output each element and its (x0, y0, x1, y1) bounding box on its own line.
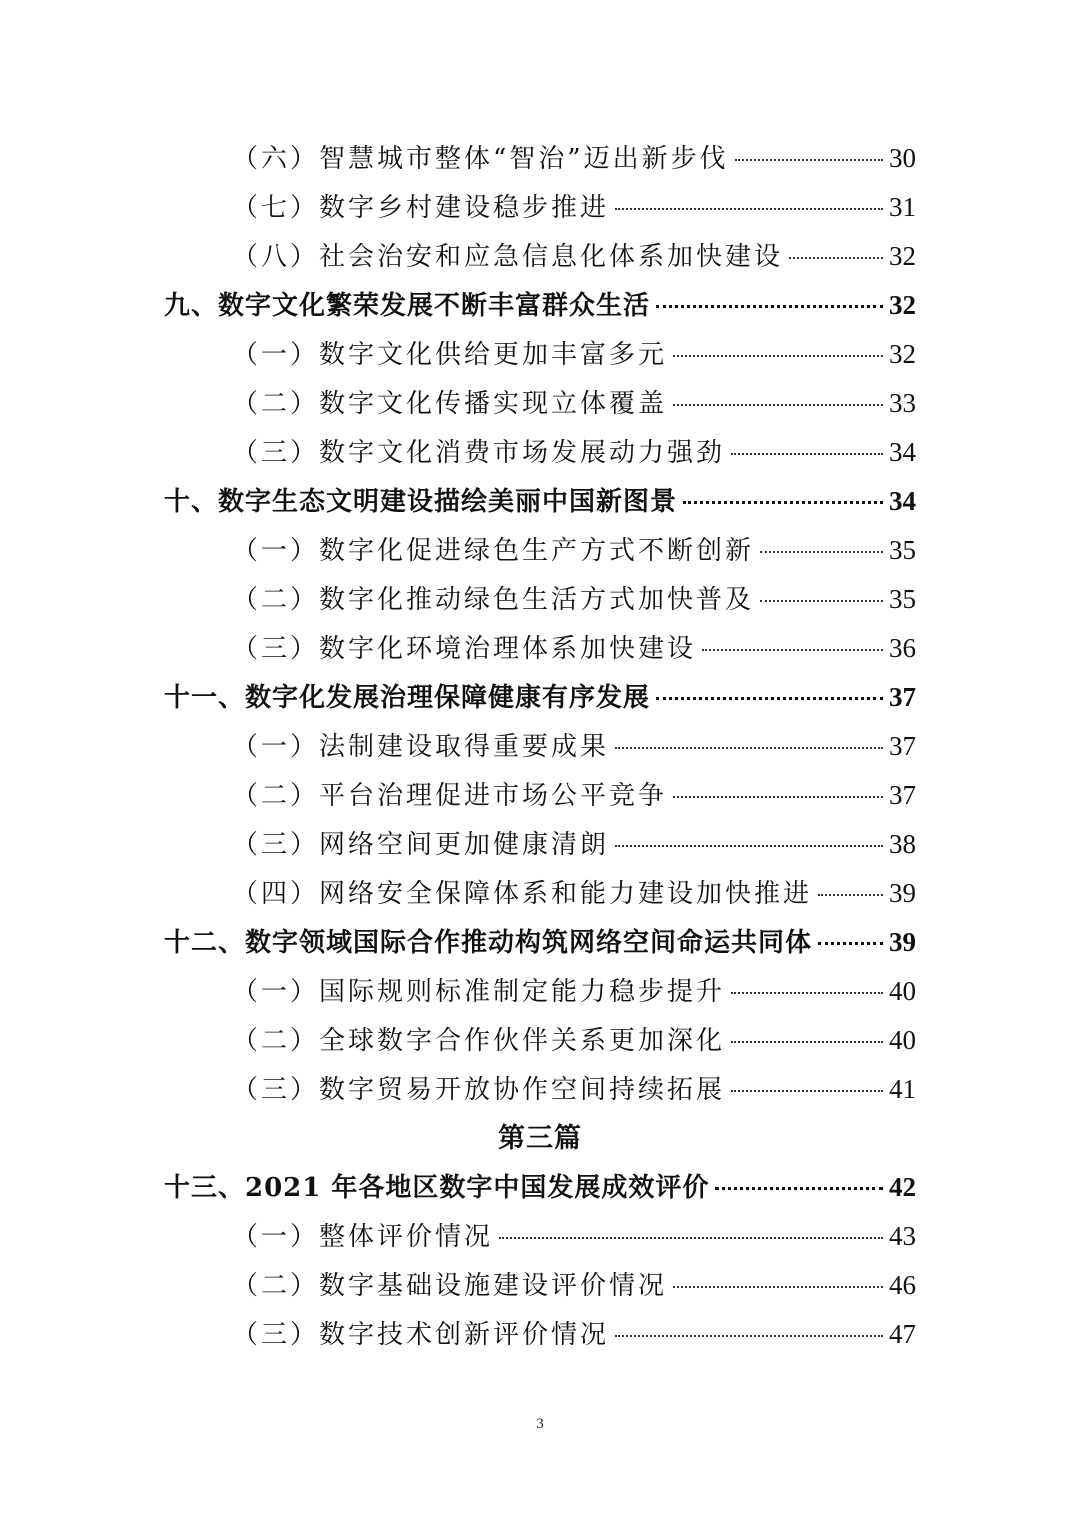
toc-entry-page: 32 (889, 290, 916, 320)
toc-entry-title: （三）网络空间更加健康清朗 (232, 830, 610, 860)
toc-entry-title: （三）数字技术创新评价情况 (232, 1320, 610, 1350)
dot-leader (673, 1286, 883, 1288)
toc-entry-title: （二）数字基础设施建设评价情况 (232, 1271, 668, 1301)
toc-section-entry[interactable] (164, 1065, 916, 1114)
dot-leader (818, 942, 883, 945)
toc-section-entry[interactable] (164, 1212, 916, 1261)
toc-section-entry[interactable] (164, 869, 916, 918)
toc-section-entry[interactable] (164, 428, 916, 477)
toc-chapter-entry[interactable] (164, 281, 916, 330)
dot-leader (615, 845, 883, 847)
toc-chapter-entry[interactable] (164, 1163, 916, 1212)
table-of-contents (164, 134, 916, 1359)
toc-entry-title: （一）国际规则标准制定能力稳步提升 (232, 977, 726, 1007)
toc-section-entry[interactable] (164, 1016, 916, 1065)
toc-entry-page: 32 (889, 339, 916, 369)
toc-section-entry[interactable] (164, 967, 916, 1016)
toc-entry-page: 37 (889, 731, 916, 761)
toc-entry-page: 35 (889, 535, 916, 565)
toc-entry-page: 42 (889, 1172, 916, 1202)
toc-section-entry[interactable] (164, 1261, 916, 1310)
toc-entry-title: （八）社会治安和应急信息化体系加快建设 (232, 242, 784, 272)
toc-entry-page: 35 (889, 584, 916, 614)
toc-section-entry[interactable] (164, 1310, 916, 1359)
toc-entry-title: （四）网络安全保障体系和能力建设加快推进 (232, 879, 813, 909)
dot-leader (656, 697, 883, 700)
toc-entry-page: 37 (889, 682, 916, 712)
toc-section-entry[interactable] (164, 379, 916, 428)
toc-entry-title: （二）数字化推动绿色生活方式加快普及 (232, 585, 755, 615)
toc-entry-title: 十一、数字化发展治理保障健康有序发展 (164, 683, 651, 713)
dot-leader (499, 1237, 883, 1239)
toc-entry-title: （一）法制建设取得重要成果 (232, 732, 610, 762)
dot-leader (673, 796, 883, 798)
toc-section-entry[interactable] (164, 183, 916, 232)
toc-entry-title: 十二、数字领域国际合作推动构筑网络空间命运共同体 (164, 928, 813, 958)
toc-entry-page: 38 (889, 829, 916, 859)
dot-leader (731, 453, 883, 455)
toc-entry-page: 34 (889, 437, 916, 467)
dot-leader (760, 600, 883, 602)
toc-entry-page: 34 (889, 486, 916, 516)
toc-entry-title: （三）数字化环境治理体系加快建设 (232, 634, 697, 664)
toc-entry-page: 43 (889, 1221, 916, 1251)
toc-entry-page: 39 (889, 927, 916, 957)
toc-section-entry[interactable] (164, 771, 916, 820)
toc-entry-title: （二）数字文化传播实现立体覆盖 (232, 389, 668, 419)
toc-entry-title: 十三、2021 年各地区数字中国发展成效评价 (164, 1173, 710, 1203)
toc-entry-title: 九、数字文化繁荣发展不断丰富群众生活 (164, 291, 651, 321)
toc-chapter-entry[interactable] (164, 918, 916, 967)
toc-section-entry[interactable] (164, 624, 916, 673)
toc-entry-page: 46 (889, 1270, 916, 1300)
dot-leader (731, 1041, 883, 1043)
dot-leader (615, 1335, 883, 1337)
dot-leader (673, 355, 883, 357)
toc-section-entry[interactable] (164, 134, 916, 183)
toc-section-entry[interactable] (164, 232, 916, 281)
part-heading: 第三篇 (498, 1123, 582, 1154)
toc-entry-title: （一）数字化促进绿色生产方式不断创新 (232, 536, 755, 566)
dot-leader (731, 1090, 883, 1092)
toc-entry-title: （一）整体评价情况 (232, 1222, 494, 1252)
toc-section-entry[interactable] (164, 722, 916, 771)
toc-entry-title: （一）数字文化供给更加丰富多元 (232, 340, 668, 370)
toc-entry-page: 41 (889, 1074, 916, 1104)
toc-entry-page: 40 (889, 1025, 916, 1055)
toc-entry-page: 30 (889, 143, 916, 173)
toc-entry-title: （六）智慧城市整体“智治”迈出新步伐 (232, 144, 729, 174)
toc-chapter-entry[interactable] (164, 477, 916, 526)
toc-entry-title: 十、数字生态文明建设描绘美丽中国新图景 (164, 487, 678, 517)
toc-section-entry[interactable] (164, 575, 916, 624)
dot-leader (615, 208, 883, 210)
toc-entry-page: 40 (889, 976, 916, 1006)
toc-entry-page: 47 (889, 1319, 916, 1349)
toc-entry-page: 37 (889, 780, 916, 810)
toc-entry-title: （七）数字乡村建设稳步推进 (232, 193, 610, 223)
toc-entry-title: （三）数字文化消费市场发展动力强劲 (232, 438, 726, 468)
dot-leader (702, 649, 883, 651)
dot-leader (715, 1187, 883, 1190)
page-number: 3 (536, 1416, 544, 1432)
dot-leader (818, 894, 883, 896)
dot-leader (760, 551, 883, 553)
toc-entry-page: 36 (889, 633, 916, 663)
dot-leader (656, 305, 883, 308)
toc-entry-page: 31 (889, 192, 916, 222)
toc-section-entry[interactable] (164, 526, 916, 575)
toc-entry-title: （二）全球数字合作伙伴关系更加深化 (232, 1026, 726, 1056)
dot-leader (615, 747, 883, 749)
dot-leader (673, 404, 883, 406)
toc-entry-title: （三）数字贸易开放协作空间持续拓展 (232, 1075, 726, 1105)
dot-leader (683, 501, 883, 504)
toc-entry-page: 32 (889, 241, 916, 271)
toc-chapter-entry[interactable] (164, 673, 916, 722)
dot-leader (789, 257, 883, 259)
dot-leader (731, 992, 883, 994)
toc-entry-title: （二）平台治理促进市场公平竞争 (232, 781, 668, 811)
toc-section-entry[interactable] (164, 330, 916, 379)
toc-entry-page: 39 (889, 878, 916, 908)
toc-section-entry[interactable] (164, 820, 916, 869)
toc-entry-page: 33 (889, 388, 916, 418)
dot-leader (735, 159, 883, 161)
